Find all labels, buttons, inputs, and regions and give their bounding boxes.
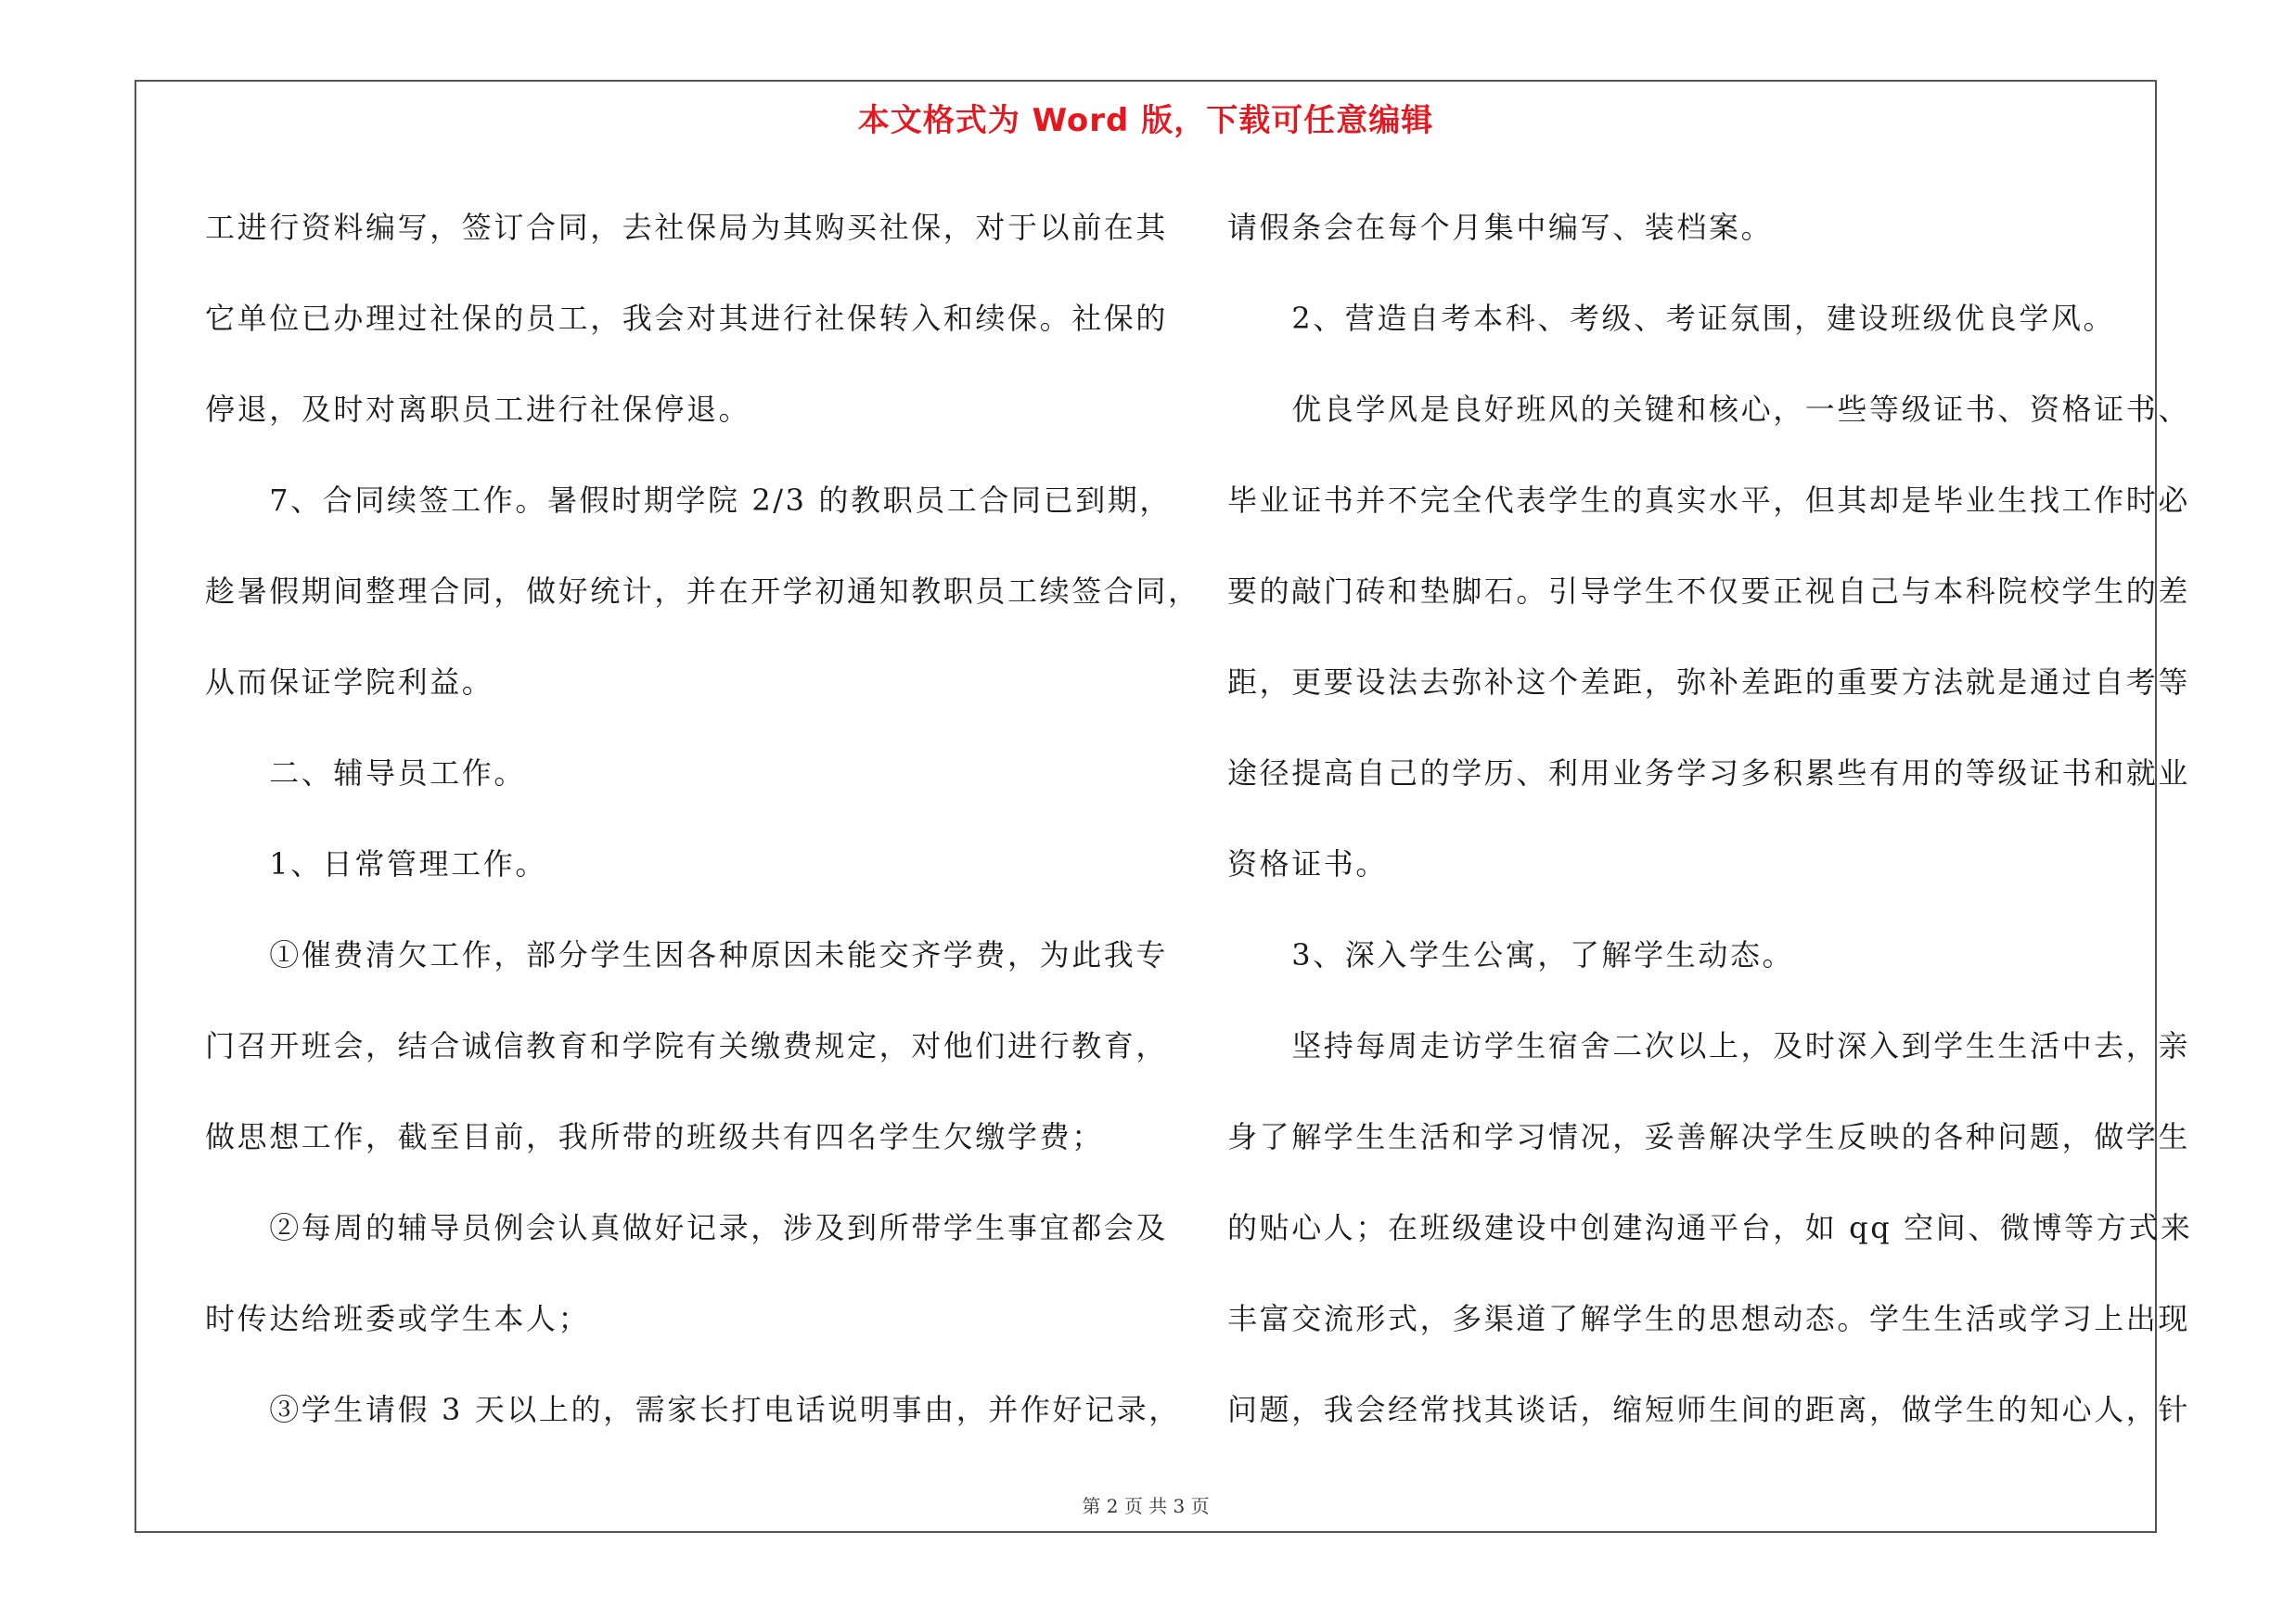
format-banner: 本文格式为 Word 版，下载可任意编辑 bbox=[857, 102, 1434, 139]
text-line: 从而保证学院利益。 bbox=[205, 664, 494, 700]
text-line: 坚持每周走访学生宿舍二次以上，及时深入到学生生活中去，亲 bbox=[1227, 1028, 2191, 1063]
right-column bbox=[1227, 182, 2193, 1455]
text-line: 二、辅导员工作。 bbox=[205, 755, 527, 791]
text-line: 身了解学生生活和学习情况，妥善解决学生反映的各种问题，做学生 bbox=[1227, 1119, 2191, 1154]
page-number: 第 2 页 共 3 页 bbox=[1082, 1495, 1210, 1517]
text-line: 工进行资料编写，签订合同，去社保局为其购买社保，对于以前在其 bbox=[205, 210, 1169, 245]
text-line: 问题，我会经常找其谈话，缩短师生间的距离，做学生的知心人，针 bbox=[1227, 1392, 2191, 1427]
text-line: 1、日常管理工作。 bbox=[205, 846, 547, 882]
text-line: 它单位已办理过社保的员工，我会对其进行社保转入和续保。社保的 bbox=[205, 301, 1169, 336]
text-line: 丰富交流形式，多渠道了解学生的思想动态。学生生活或学习上出现 bbox=[1227, 1301, 2191, 1336]
text-line: 3、深入学生公寓，了解学生动态。 bbox=[1227, 937, 1795, 973]
text-line: 做思想工作，截至目前，我所带的班级共有四名学生欠缴学费； bbox=[205, 1119, 1104, 1154]
text-line: 要的敲门砖和垫脚石。引导学生不仅要正视自己与本科院校学生的差 bbox=[1227, 573, 2191, 609]
text-line: ②每周的辅导员例会认真做好记录，涉及到所带学生事宜都会及 bbox=[205, 1210, 1169, 1245]
text-line: 距，更要设法去弥补这个差距，弥补差距的重要方法就是通过自考等 bbox=[1227, 664, 2191, 700]
text-line: 7、合同续签工作。暑假时期学院 2/3 的教职员工合同已到期， bbox=[205, 483, 1173, 518]
left-column bbox=[205, 182, 1200, 1455]
text-line: 途径提高自己的学历、利用业务学习多积累些有用的等级证书和就业 bbox=[1227, 755, 2191, 791]
text-line: 时传达给班委或学生本人； bbox=[205, 1301, 591, 1336]
text-line: 2、营造自考本科、考级、考证氛围，建设班级优良学风。 bbox=[1227, 301, 2116, 336]
text-line: 资格证书。 bbox=[1227, 846, 1389, 882]
text-line: 的贴心人；在班级建设中创建沟通平台，如 qq 空间、微博等方式来 bbox=[1227, 1210, 2193, 1245]
text-line: 请假条会在每个月集中编写、装档案。 bbox=[1227, 210, 1774, 245]
text-line: 门召开班会，结合诚信教育和学院有关缴费规定，对他们进行教育， bbox=[205, 1028, 1169, 1063]
page-frame bbox=[135, 80, 2193, 1533]
text-line: 趁暑假期间整理合同，做好统计，并在开学初通知教职员工续签合同， bbox=[205, 573, 1200, 609]
text-line: ①催费清欠工作，部分学生因各种原因未能交齐学费，为此我专 bbox=[205, 937, 1169, 973]
text-line: 停退，及时对离职员工进行社保停退。 bbox=[205, 392, 751, 427]
text-line: 毕业证书并不完全代表学生的真实水平，但其却是毕业生找工作时必 bbox=[1227, 483, 2191, 518]
text-line: 优良学风是良好班风的关键和核心，一些等级证书、资格证书、 bbox=[1227, 392, 2191, 427]
text-line: ③学生请假 3 天以上的，需家长打电话说明事由，并作好记录， bbox=[205, 1392, 1181, 1427]
